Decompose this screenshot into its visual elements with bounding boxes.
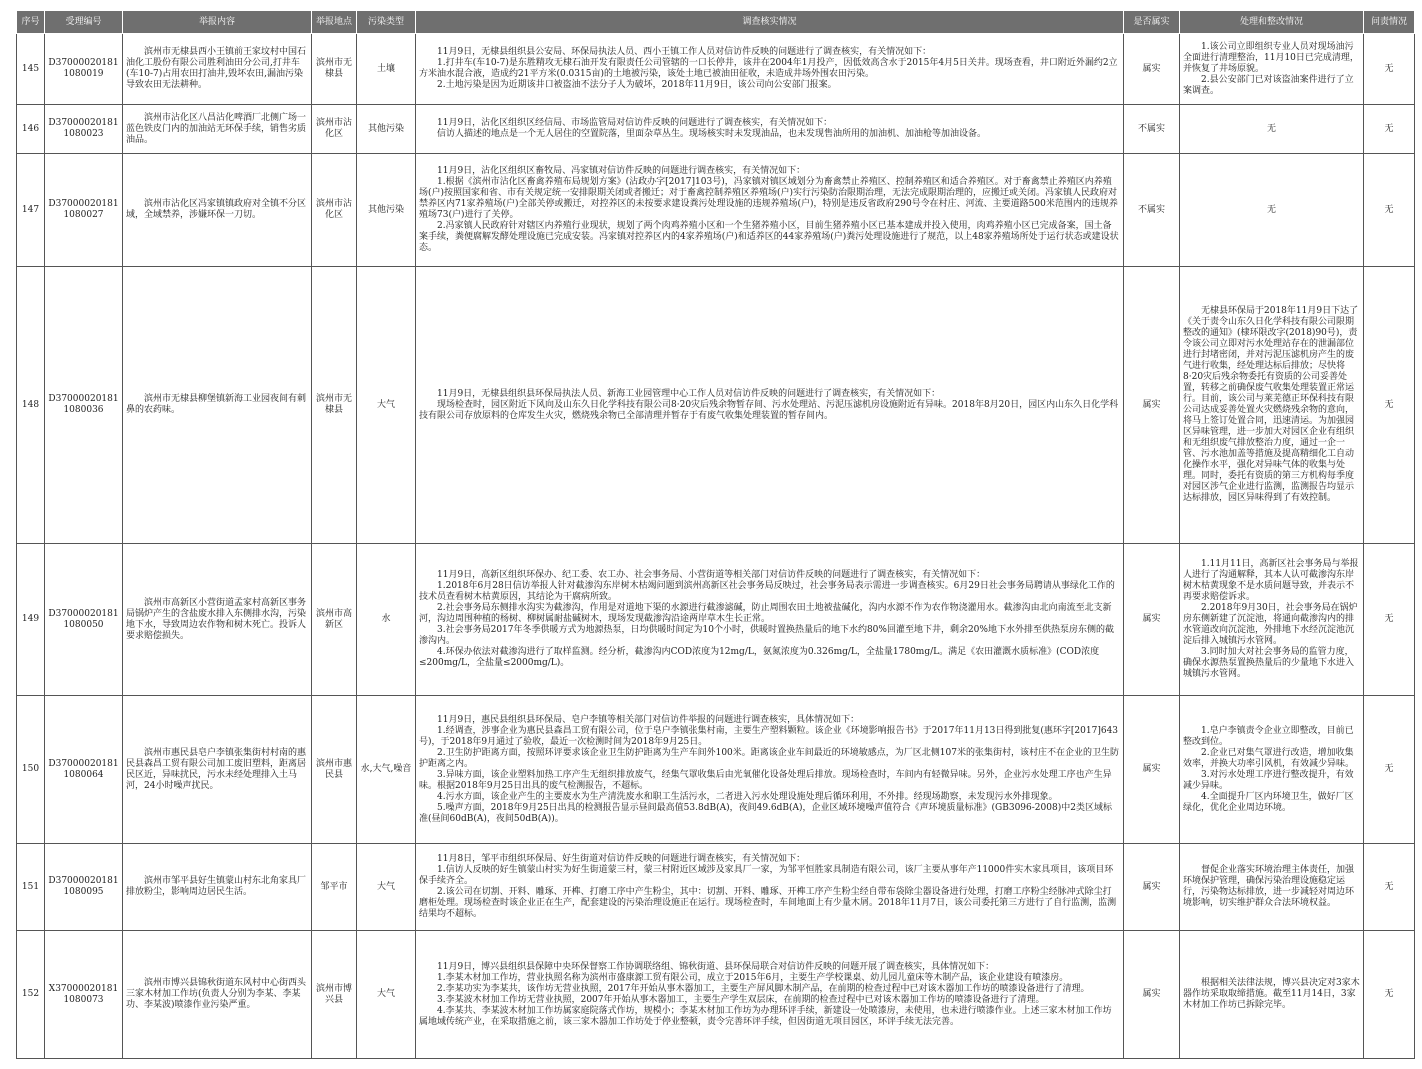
accountability-status: 无 bbox=[1364, 696, 1415, 844]
investigation-text-paragraph: 11月9日，沾化区组织区畜牧局、冯家镇对信访件反映的问题进行调查核实，有关情况如下： bbox=[437, 166, 806, 176]
handling-text-paragraph: 根据相关法律法规，博兴县决定对3家木器作坊采取取缔措施。截至11月14日，3家木材加工作坊已拆除完毕。 bbox=[1183, 978, 1360, 1010]
investigation-text bbox=[416, 34, 1124, 105]
complaint-content-text: 滨州市沾化区八昌沾化啤酒厂北侧广场一蓝色铁皮门内的加油站无环保手续，销售劣质油品。 bbox=[126, 112, 307, 145]
handling-text-paragraph: 2.县公安部门已对该盗油案件进行了立案调查。 bbox=[1183, 74, 1354, 96]
complaint-location: 滨州市高新区 bbox=[312, 544, 357, 696]
accountability-status: 无 bbox=[1364, 844, 1415, 931]
row-number: 148 bbox=[17, 267, 45, 544]
investigation-text bbox=[416, 931, 1124, 1059]
handling-text bbox=[1180, 696, 1364, 844]
complaint-location: 邹平市 bbox=[312, 844, 357, 931]
handling-text: 无 bbox=[1180, 105, 1364, 154]
investigation-text-paragraph: 11月9日，无棣县组织县环保局执法人员、新海工业园管理中心工作人员对信访件反映的问题进行了调查核实，有关情况如下： bbox=[437, 388, 941, 399]
investigation-text-paragraph: 1.信访人反映的好生镇蒙山村实为好生街道蒙三村，蒙三村附近区域涉及家具厂一家，为邹平恒胜家具制造有限公司，该厂主要从事年产11000件实木家具项目，该项目环保手续齐全。 bbox=[419, 865, 1114, 886]
case-code: D370000201811080064 bbox=[45, 696, 123, 844]
verified-status: 属实 bbox=[1124, 544, 1180, 696]
accountability-status: 无 bbox=[1364, 105, 1415, 154]
row-number: 149 bbox=[17, 544, 45, 696]
investigation-text-paragraph: 2.冯家镇人民政府针对辖区内养殖行业现状，规划了两个肉鸡养殖小区和一个生猪养殖小区，目前生猪养殖小区已基本建成并投入使用，肉鸡养殖小区已完成备案，国土备案手续，粪便腐解发酵处理设施已完成安装。冯家镇对控养区内的4家养殖场(户)和适养区的44家养殖场(户)粪污处理设施进行了规范，以上48家养殖场所处于运行状态或建设状态。 bbox=[419, 221, 1119, 253]
case-code: X370000201811080073 bbox=[45, 931, 123, 1059]
handling-text-paragraph: 1.皂户李镇责令企业立即整改，目前已整改到位。 bbox=[1183, 725, 1354, 747]
pollution-type: 其他污染 bbox=[357, 105, 416, 154]
handling-text-paragraph: 4.全面提升厂区内环境卫生，做好厂区绿化，优化企业周边环境。 bbox=[1183, 791, 1354, 813]
complaint-content-text: 滨州市博兴县锦秋街道东风村中心街西头三家木材加工作坊(负责人分别为李某、李某功、李某波)喷漆作业污染严重。 bbox=[126, 978, 307, 1010]
handling-text-paragraph: 1.11月11日，高新区社会事务局与举报人进行了沟通解释，其本人认可截渗沟东岸树木枯黄现象不是水质问题导致，并表示不再要求赔偿诉求。 bbox=[1183, 559, 1359, 602]
complaint-content bbox=[123, 267, 312, 544]
investigation-text-paragraph: 2.卫生防护距离方面，按照环评要求该企业卫生防护距离为生产车间外100米。距离该企业车间最近的环境敏感点，为厂区北侧107米的张集街村，该村庄不在企业的卫生防护距离之内。 bbox=[419, 747, 1119, 769]
accountability-status: 无 bbox=[1364, 34, 1415, 105]
complaint-content bbox=[123, 696, 312, 844]
case-code: D370000201811080027 bbox=[45, 154, 123, 267]
handling-text-paragraph: 1.该公司立即组织专业人员对现场油污全面进行清理整治，11月10日已完成清理，并恢复了井场原貌。 bbox=[1183, 41, 1359, 74]
complaint-content bbox=[123, 844, 312, 931]
investigation-text-paragraph: 11月8日，邹平市组织环保局、好生街道对信访件反映的问题进行调查核实，有关情况如下： bbox=[437, 854, 806, 864]
case-code: D370000201811080023 bbox=[45, 105, 123, 154]
complaint-content bbox=[123, 154, 312, 267]
investigation-text bbox=[416, 696, 1124, 844]
row-number: 150 bbox=[17, 696, 45, 844]
investigation-text-paragraph: 1.经调查，涉事企业为惠民县森昌工贸有限公司，位于皂户李镇张集村南，主要生产塑料颗粒。该企业《环境影响报告书》于2017年11月13日得到批复(惠环字[2017]643号)，于2018年9月通过了验收，最近一次检测时间为2018年9月25日。 bbox=[419, 725, 1119, 747]
handling-text-paragraph: 2.企业已对集气罩进行改造，增加收集效率，并换大功率引风机，有效减少异味。 bbox=[1183, 747, 1355, 769]
table-header-row bbox=[17, 11, 1415, 34]
investigation-text-paragraph: 5.噪声方面，2018年9月25日出具的检测报告显示昼间最高值53.8dB(A)，夜间49.6dB(A)，企业区域环境噪声值符合《声环境质量标准》(GB3096-2008)中2类区域标准(昼间60dB(A)，夜间50dB(A))。 bbox=[419, 802, 1112, 824]
investigation-text-paragraph: 4.污水方面，该企业产生的主要废水为生产清洗废水和职工生活污水，二者进入污水处理设施处理后循环利用，不外排。经现场勘察，未发现污水外排现象。 bbox=[437, 791, 1058, 802]
investigation-text-paragraph: 11月9日，博兴县组织县保障中央环保督察工作协调联络组、锦秋街道、县环保局联合对信访件反映的问题开展了调查核实，具体情况如下： bbox=[437, 961, 995, 972]
verified-status: 属实 bbox=[1124, 931, 1180, 1059]
table-row bbox=[17, 544, 1415, 696]
case-code: D370000201811080050 bbox=[45, 544, 123, 696]
investigation-text-paragraph: 1.打井车(车10-7)是东胜精攻无棣石油开发有限责任公司管辖的一口长停井，该井在2004年1月投产，因低效高含水于2015年4月5日关井。现场查看，井口附近外漏约2立方米油水混合液，造成约21平方米(0.0315亩)的土地被污染，该处土地已被油田征收，未造成井场外围农田污染。 bbox=[419, 58, 1118, 79]
investigation-text-paragraph: 11月9日，高新区组织环保办、纪工委、农工办、社会事务局、小营街道等相关部门对信访件反映的问题进行了调查核实，有关情况如下： bbox=[437, 570, 986, 580]
col-header-accountability: 问责情况 bbox=[1364, 11, 1415, 34]
table-row bbox=[17, 931, 1415, 1059]
handling-text-paragraph: 3.对污水处理工序进行整改提升，有效减少异味。 bbox=[1183, 769, 1354, 791]
col-header-location: 举报地点 bbox=[312, 11, 357, 34]
complaint-location: 滨州市无棣县 bbox=[312, 267, 357, 544]
handling-text: 无 bbox=[1180, 154, 1364, 267]
handling-text-paragraph: 2.2018年9月30日，社会事务局在锅炉房东侧新建了沉淀池，将通向截渗沟内的排水管道改向沉淀池，外排地下水经沉淀池沉淀后排入城镇污水管网。 bbox=[1183, 603, 1358, 646]
table-row bbox=[17, 267, 1415, 544]
row-number: 152 bbox=[17, 931, 45, 1059]
table-row bbox=[17, 696, 1415, 844]
investigation-text-paragraph: 1.2018年6月28日信访举报人针对截渗沟东岸树木枯竭问题到滨州高新区社会事务局反映过，社会事务局表示需进一步调查核实。6月29日社会事务局聘请从事绿化工作的技术员查看树木枯黄原因，其结论为干腐病所致。 bbox=[419, 581, 1115, 602]
table-row bbox=[17, 34, 1415, 105]
case-code: D370000201811080095 bbox=[45, 844, 123, 931]
accountability-status: 无 bbox=[1364, 154, 1415, 267]
investigation-text bbox=[416, 154, 1124, 267]
investigation-text bbox=[416, 844, 1124, 931]
pollution-type: 水 bbox=[357, 544, 416, 696]
complaint-content-text: 滨州市惠民县皂户李镇张集街村村南的惠民县森昌工贸有限公司加工废旧塑料，距离居民区近，异味扰民，污水未经处理排入土马河，24小时噪声扰民。 bbox=[126, 747, 307, 791]
table-row bbox=[17, 844, 1415, 931]
verified-status: 属实 bbox=[1124, 844, 1180, 931]
row-number: 145 bbox=[17, 34, 45, 105]
col-header-no: 序号 bbox=[17, 11, 45, 34]
col-header-investigation: 调查核实情况 bbox=[416, 11, 1124, 34]
investigation-text-paragraph: 1.李某木材加工作坊，营业执照名称为滨州市盛康源工贸有限公司，成立于2015年6月，主要生产学校课桌、幼儿园儿童床等木制产品，该企业建设有喷漆房。 bbox=[437, 972, 1069, 983]
complaint-content-text: 滨州市高新区小营街道孟家村高新区事务局锅炉产生的含盐废水排入东侧排水沟，污染地下水，导致周边农作物和树木死亡。投诉人要求赔偿损失。 bbox=[126, 597, 307, 641]
pollution-type: 其他污染 bbox=[357, 154, 416, 267]
complaint-content-text: 滨州市沾化区冯家镇镇政府对全镇不分区域，全域禁养，涉嫌环保一刀切。 bbox=[126, 199, 307, 220]
verified-status: 不属实 bbox=[1124, 154, 1180, 267]
table-row bbox=[17, 154, 1415, 267]
complaint-table bbox=[16, 10, 1415, 1059]
handling-text-paragraph: 3.同时加大对社会事务局的监管力度，确保水源热泵置换热量后的少量地下水进入城镇污水管网。 bbox=[1183, 647, 1355, 679]
handling-text bbox=[1180, 34, 1364, 105]
complaint-content bbox=[123, 34, 312, 105]
investigation-text-paragraph: 11月9日，沾化区组织区经信局、市场监管局对信访件反映的问题进行了调查核实，有关情况如下： bbox=[437, 118, 833, 128]
col-header-content: 举报内容 bbox=[123, 11, 312, 34]
investigation-text-paragraph: 信访人描述的地点是一个无人居住的空置院落，里面杂草丛生。现场核实时未发现油品，也未发现售油所用的加油机、加油枪等加油设备。 bbox=[437, 129, 987, 139]
col-header-handling: 处理和整改情况 bbox=[1180, 11, 1364, 34]
complaint-location: 滨州市沾化区 bbox=[312, 154, 357, 267]
investigation-text-paragraph: 4.李某共、李某波木材加工作坊属家庭院落式作坊，规模小；李某木材加工作坊为办理环评手续，新建设一处喷漆房，未使用，也未进行喷漆作业。上述三家木材加工作坊属地域传统产业，在采取措施之前，该三家木器加工作坊处于停业整顿，责令完善环评手续，但因街道无项目园区，环评手续无法完善。 bbox=[419, 1005, 1112, 1027]
case-code: D370000201811080019 bbox=[45, 34, 123, 105]
col-header-type: 污染类型 bbox=[357, 11, 416, 34]
investigation-text-paragraph: 2.社会事务局东侧排水沟实为截渗沟，作用是对道地下渠的水源进行截渗滤碱，防止周围农田土地被盐碱化，沟内水源不作为农作物浇灌用水。截渗沟由北向南流至北支新河，沟边周围种植的杨树、柳树属耐盐碱树木，现场发现截渗沟沿途两岸草木生长正常。 bbox=[419, 603, 1112, 624]
col-header-verified: 是否属实 bbox=[1124, 11, 1180, 34]
investigation-text-paragraph: 3.社会事务局2017年冬季供暖方式为地源热泵，日均供暖时间定为10个小时，供暖时置换热量后的地下水约80%回灌至地下井，剩余20%地下水外排至供热泵房东侧的截渗沟内。 bbox=[419, 625, 1114, 646]
investigation-text-paragraph: 2.该公司在切割、开料、雕琢、开榫、打磨工序中产生粉尘，其中：切割、开料、雕琢、开榫工序产生粉尘经自带布袋除尘器设备进行处理，打磨工序粉尘经脉冲式除尘打磨柜处理。现场检查时该企业正在生产，配套建设的污染治理设施正在运行。现场检查时，车间地面上有少量木屑。2018年11月7日，该公司委托第三方进行了自行监测，监测结果均不超标。 bbox=[419, 887, 1117, 919]
investigation-text bbox=[416, 105, 1124, 154]
investigation-text bbox=[416, 267, 1124, 544]
investigation-text-paragraph: 现场检查时，园区附近下风向及山东久日化学科技有限公司8·20灾后残余物暂存间、污水处理站、污泥压滤机房设施附近有异味。2018年8月20日，园区内山东久日化学科技有限公司存放原料的仓库发生火灾，燃烧残余物已全部清理并暂存于有废气收集处理装置的暂存间内。 bbox=[419, 399, 1119, 421]
pollution-type: 土壤 bbox=[357, 34, 416, 105]
pollution-type: 大气 bbox=[357, 844, 416, 931]
complaint-content-text: 滨州市邹平县好生镇蒙山村东北角家具厂排放粉尘，影响周边居民生活。 bbox=[126, 876, 307, 897]
complaint-content bbox=[123, 544, 312, 696]
handling-text-paragraph: 督促企业落实环境治理主体责任，加强环境保护管理，确保污染治理设施稳定运行，污染物达标排放，进一步减轻对周边环境影响，切实维护群众合法环境权益。 bbox=[1183, 865, 1355, 908]
verified-status: 属实 bbox=[1124, 696, 1180, 844]
handling-text bbox=[1180, 544, 1364, 696]
handling-text bbox=[1180, 267, 1364, 544]
col-header-code: 受理编号 bbox=[45, 11, 123, 34]
complaint-content-text: 滨州市无棣县西小王镇前王家坟村中国石油化工股份有限公司胜利油田分公司,打井车(车10-7)占用农田打油井,毁坏农田,漏油污染导致农田无法耕种。 bbox=[126, 47, 307, 90]
complaint-content-text: 滨州市无棣县柳堡镇新海工业园夜间有刺鼻的农药味。 bbox=[126, 394, 307, 415]
handling-text-paragraph: 无棣县环保局于2018年11月9日下达了《关于责令山东久日化学科技有限公司限期整改的通知》(棣环限改字(2018)90号)，责令该公司立即对污水处理站存在的泄漏部位进行封堵密闭，并对污泥压滤机房产生的废气进行收集，经处理达标后排放；尽快将8·20灾后残余物委托有资质的公司妥善处置，转移之前确保废气收集处理装置正常运行。目前，该公司与莱芜德正环保科技有限公司达成妥善处置火灾燃烧残余物的意向，将马上签订处置合同，迅速清运。为加强园区异味管理，进一步加大对园区企业有组织和无组织废气排放整治力度，通过一企一管、污水池加盖等措施及提高精细化工自动化操作水平，强化对异味气体的收集与处理。同时，委托有资质的第三方机构每季度对园区涉气企业进行监测，监测报告均显示达标排放，园区异味得到了有效控制。 bbox=[1183, 306, 1359, 503]
investigation-text-paragraph: 11月9日，无棣县组织县公安局、环保局执法人员、西小王镇工作人员对信访件反映的问题进行了调查核实，有关情况如下： bbox=[437, 47, 932, 57]
handling-text bbox=[1180, 931, 1364, 1059]
verified-status: 属实 bbox=[1124, 267, 1180, 544]
investigation-text-paragraph: 4.环保办依法对截渗沟进行了取样监测。经分析，截渗沟内COD浓度为12mg/L，氨氮浓度为0.326mg/L，全盐量1780mg/L。满足《农田灌溉水质标准》(COD浓度≤200mg/L，全盐量≤2000mg/L)。 bbox=[419, 647, 1100, 668]
investigation-text-paragraph: 2.土地污染是因为近期该井口被盗油不法分子人为破坏，2018年11月9日，该公司向公安部门报案。 bbox=[437, 80, 837, 90]
verified-status: 属实 bbox=[1124, 34, 1180, 105]
investigation-text-paragraph: 3.异味方面，该企业塑料加热工序产生无组织排放废气，经集气罩收集后由光氧催化设备处理后排放。现场检查时，车间内有轻微异味。另外，企业污水处理工序也产生异味。根据2018年9月25日出具的废气检测报告，不超标。 bbox=[419, 769, 1112, 791]
investigation-text-paragraph: 3.李某波木材加工作坊无营业执照，2007年开始从事木器加工，主要生产学生双层床，在前期的检查过程中已对该木器加工作坊的喷漆设备进行了清理。 bbox=[437, 994, 1045, 1005]
investigation-text-paragraph: 11月9日，惠民县组织县环保局、皂户李镇等相关部门对信访件举报的问题进行调查核实，具体情况如下： bbox=[437, 714, 860, 725]
case-code: D370000201811080036 bbox=[45, 267, 123, 544]
complaint-location: 滨州市惠民县 bbox=[312, 696, 357, 844]
verified-status: 不属实 bbox=[1124, 105, 1180, 154]
row-number: 147 bbox=[17, 154, 45, 267]
pollution-type: 水,大气,噪音 bbox=[357, 696, 416, 844]
investigation-text-paragraph: 1.根据《滨州市沾化区畜禽养殖布局规划方案》(沾政办字[2017]103号)，冯家镇对镇区域划分为畜禽禁止养殖区、控制养殖区和适合养殖区。对于畜禽禁止养殖区内养殖场(户)按照国家和省、市有关规定统一安排限期关闭或者搬迁；对于畜禽控制养殖区养殖场(户)实行污染防治限期治理，无法完成限期治理的，应搬迁或关闭。冯家镇人民政府对禁养区内71家养殖场(户)全部关停或搬迁，对控养区的未按要求建设粪污处理设施的违规养殖场(户)，特别是违反省政府290号令在村庄、河流、主要道路500米范围内的违规养殖场73(户)进行了关停。 bbox=[419, 177, 1118, 220]
complaint-location: 滨州市无棣县 bbox=[312, 34, 357, 105]
complaint-content bbox=[123, 105, 312, 154]
complaint-location: 滨州市沾化区 bbox=[312, 105, 357, 154]
accountability-status: 无 bbox=[1364, 931, 1415, 1059]
accountability-status: 无 bbox=[1364, 544, 1415, 696]
row-number: 151 bbox=[17, 844, 45, 931]
investigation-text bbox=[416, 544, 1124, 696]
pollution-type: 大气 bbox=[357, 931, 416, 1059]
complaint-content bbox=[123, 931, 312, 1059]
complaint-location: 滨州市博兴县 bbox=[312, 931, 357, 1059]
handling-text bbox=[1180, 844, 1364, 931]
report-table-wrapper bbox=[16, 10, 1414, 1059]
pollution-type: 大气 bbox=[357, 267, 416, 544]
investigation-text-paragraph: 2.李某功实为李某共，该作坊无营业执照，2017年开始从事木器加工，主要生产屏风脚木制产品，在前期的检查过程中已对该木器加工作坊的喷漆设备进行了清理。 bbox=[437, 983, 1090, 994]
row-number: 146 bbox=[17, 105, 45, 154]
accountability-status: 无 bbox=[1364, 267, 1415, 544]
table-row bbox=[17, 105, 1415, 154]
